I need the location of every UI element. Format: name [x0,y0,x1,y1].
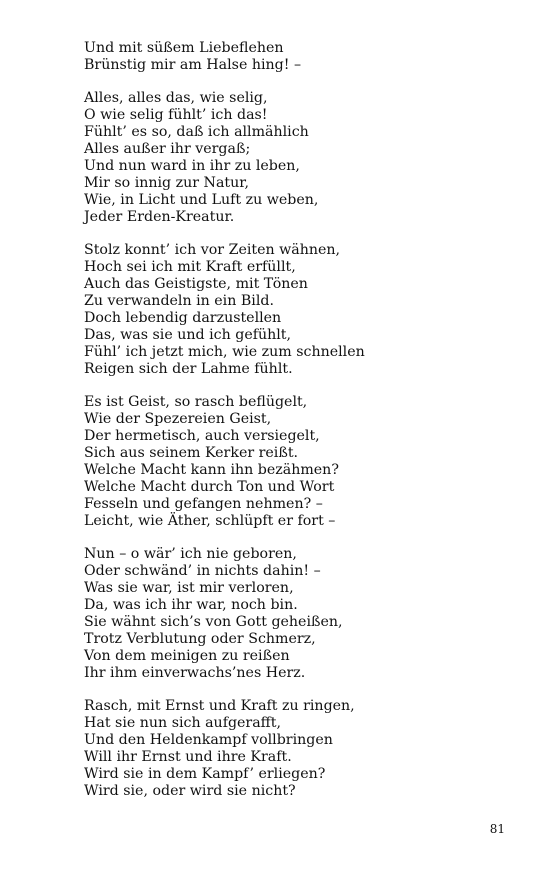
poem-line: Wie, in Licht und Luft zu weben, [84,192,319,208]
stanza [84,40,504,74]
poem-line: Was sie war, ist mir verloren, [84,580,294,596]
poem-line: Da, was ich ihr war, noch bin. [84,597,298,613]
poem-line: Trotz Verblutung oder Schmerz, [84,631,316,647]
poem-line: Hoch sei ich mit Kraft erfüllt, [84,259,296,275]
poem-line: Und den Heldenkampf vollbringen [84,732,333,748]
poem-line: Ihr ihm einverwachs’nes Herz. [84,665,306,681]
poem-line: Reigen sich der Lahme fühlt. [84,361,293,377]
stanza [84,698,504,800]
poem-line: Fesseln und gefangen nehmen? – [84,496,323,512]
poem-line: Doch lebendig darzustellen [84,310,282,326]
stanza-gap [84,226,504,242]
page-number: 81 [489,822,505,836]
stanza-gap [84,682,504,698]
poem-line: Brünstig mir am Halse hing! – [84,57,302,73]
poem-line: Jeder Erden-Kreatur. [84,209,235,225]
poem-line: Es ist Geist, so rasch beflügelt, [84,394,308,410]
stanza-gap [84,74,504,90]
stanza-gap [84,530,504,546]
stanza [84,394,504,530]
poem-line: Wird sie in dem Kampf’ erliegen? [84,766,326,782]
poem-line: Das, was sie und ich gefühlt, [84,327,292,343]
poem-line: Leicht, wie Äther, schlüpft er fort – [84,513,336,529]
poem-line: Fühl’ ich jetzt mich, wie zum schnellen [84,344,365,360]
poem-line: Welche Macht durch Ton und Wort [84,479,335,495]
poem-line: Hat sie nun sich aufgerafft, [84,715,281,731]
poem-line: Welche Macht kann ihn bezähmen? [84,462,339,478]
poem-line: Mir so innig zur Natur, [84,175,249,191]
poem-text [84,40,504,800]
poem-line: Will ihr Ernst und ihre Kraft. [84,749,292,765]
poem-line: Sich aus seinem Kerker reißt. [84,445,299,461]
poem-line: O wie selig fühlt’ ich das! [84,107,268,123]
poem-line: Wird sie, oder wird sie nicht? [84,783,296,799]
stanza [84,546,504,682]
poem-line: Und mit süßem Liebeflehen [84,40,284,56]
poem-line: Sie wähnt sich’s von Gott geheißen, [84,614,343,630]
poem-line: Wie der Spezereien Geist, [84,411,272,427]
poem-line: Der hermetisch, auch versiegelt, [84,428,320,444]
stanza [84,90,504,226]
poem-line: Und nun ward in ihr zu leben, [84,158,300,174]
stanza [84,242,504,378]
poem-line: Stolz konnt’ ich vor Zeiten wähnen, [84,242,341,258]
poem-line: Von dem meinigen zu reißen [84,648,290,664]
poem-line: Rasch, mit Ernst und Kraft zu ringen, [84,698,355,714]
poem-line: Fühlt’ es so, daß ich allmählich [84,124,309,140]
poem-line: Nun – o wär’ ich nie geboren, [84,546,297,562]
poem-line: Oder schwänd’ in nichts dahin! – [84,563,321,579]
poem-line: Auch das Geistigste, mit Tönen [84,276,308,292]
poem-line: Zu verwandeln in ein Bild. [84,293,274,309]
poem-line: Alles außer ihr vergaß; [84,141,251,157]
poem-line: Alles, alles das, wie selig, [84,90,268,106]
stanza-gap [84,378,504,394]
